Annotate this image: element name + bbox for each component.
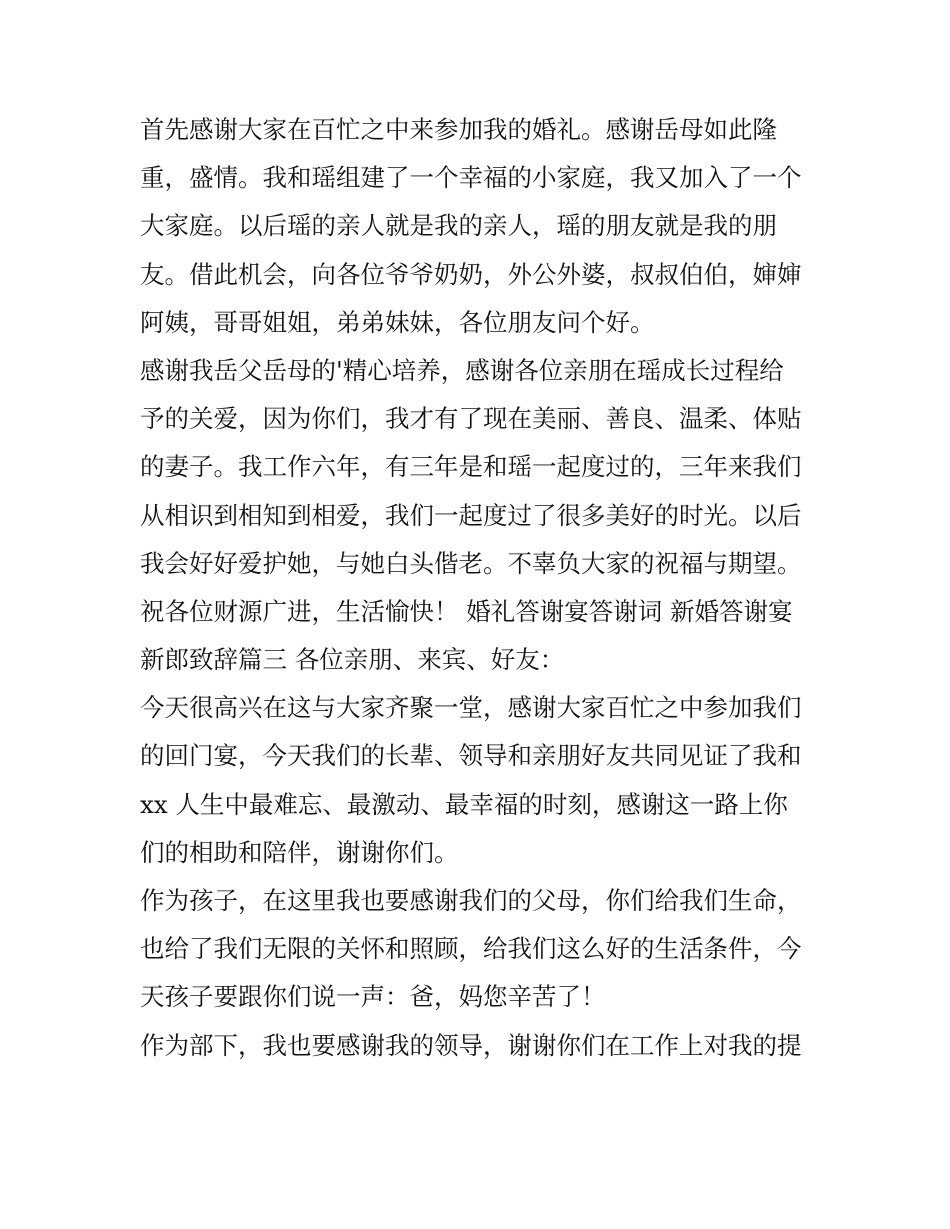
text-line: 予的关爱，因为你们，我才有了现在美丽、善良、温柔、体贴 [140,404,802,434]
text-line: 作为孩子，在这里我也要感谢我们的父母，你们给我们生命， [140,886,802,915]
text-line: 天孩子要跟你们说一声：爸，妈您辛苦了！ [140,982,606,1012]
text-line: 从相识到相知到相爱，我们一起度过了很多美好的时光。以后 [140,500,802,530]
text-line: 作为部下，我也要感谢我的领导，谢谢你们在工作上对我的提 [140,1030,802,1060]
text-line: 的妻子。我工作六年，有三年是和瑶一起度过的，三年来我们 [140,452,802,482]
text-line: 重，盛情。我和瑶组建了一个幸福的小家庭，我又加入了一个 [140,163,802,193]
document-body [140,106,820,1070]
text-line: 阿姨，哥哥姐姐，弟弟妹妹，各位朋友问个好。 [140,307,655,337]
text-line: 我会好好爱护她，与她白头偕老。不辜负大家的祝福与期望。 [140,548,802,578]
text-line: 感谢我岳父岳母的'精心培养，感谢各位亲朋在瑶成长过程给 [140,355,784,385]
text-line: 也给了我们无限的关怀和照顾，给我们这么好的生活条件，今 [140,934,802,964]
text-line: 大家庭。以后瑶的亲人就是我的亲人，瑶的朋友就是我的朋 [140,211,777,241]
text-line: 祝各位财源广进，生活愉快！ 婚礼答谢宴答谢词 新婚答谢宴 [140,596,793,626]
text-line: xx 人生中最难忘、最激动、最幸福的时刻，感谢这一路上你 [140,789,788,819]
text-line: 们的相助和陪伴，谢谢你们。 [140,837,459,867]
text-line: 的回门宴，今天我们的长辈、领导和亲朋好友共同见证了我和 [140,741,802,771]
text-line: 新郎致辞篇三 各位亲朋、来宾、好友： [140,645,565,675]
text-line: 友。借此机会，向各位爷爷奶奶，外公外婆，叔叔伯伯，婶婶 [140,259,802,289]
text-line: 今天很高兴在这与大家齐聚一堂，感谢大家百忙之中参加我们 [140,693,802,723]
text-line: 首先感谢大家在百忙之中来参加我的婚礼。感谢岳母如此隆 [140,115,777,144]
